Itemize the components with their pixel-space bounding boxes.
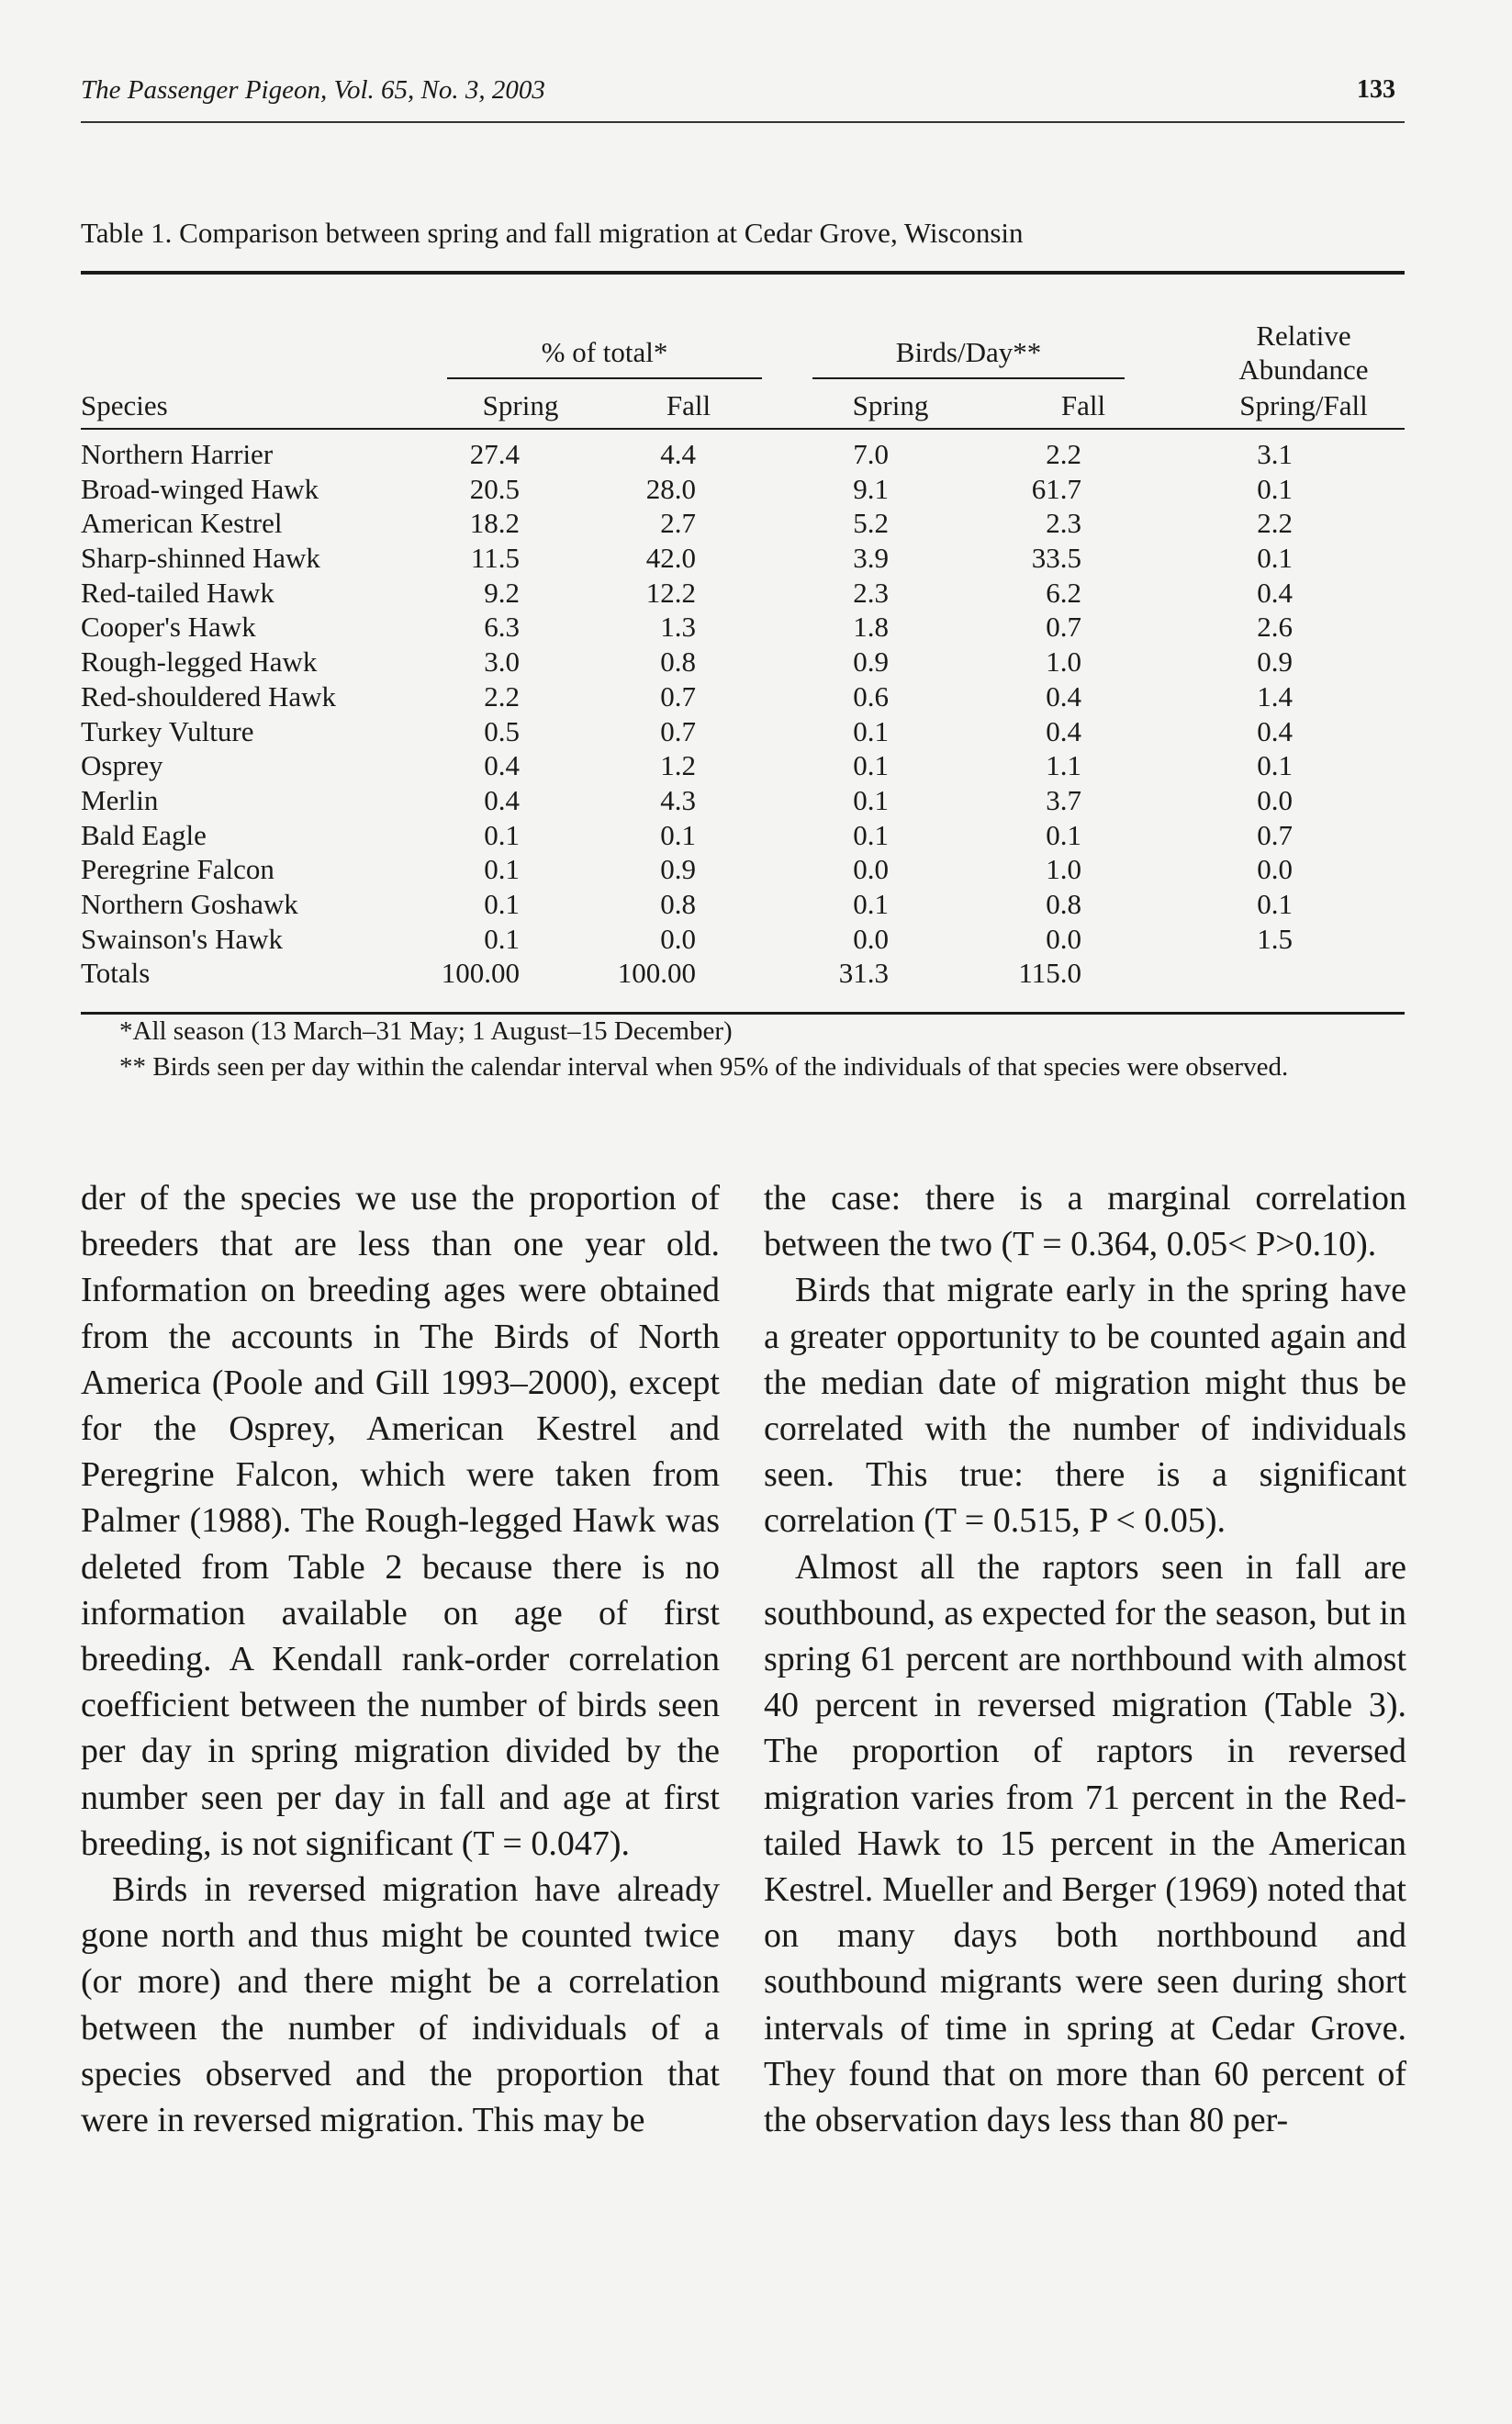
birdsday-group-rule — [812, 377, 1125, 379]
species-cell: Northern Harrier — [81, 438, 274, 470]
species-cell: Cooper's Hawk — [81, 611, 256, 644]
footnote-birds-per-day: ** Birds seen per day within the calendar interval when 95% of the individuals of that species were observed. — [119, 1052, 1289, 1082]
body-column-right — [764, 1175, 1406, 2143]
table-row — [81, 921, 1405, 956]
ratio-cell: 0.4 — [1257, 576, 1293, 609]
species-cell: Sharp-shinned Hawk — [81, 542, 320, 575]
species-cell: Northern Goshawk — [81, 887, 298, 920]
table-body — [81, 436, 1405, 990]
pct-spring-cell: 18.2 — [469, 507, 520, 540]
right-paragraph-1: the case: there is a marginal correlation between the two (T = 0.364, 0.05< P>0.10). — [764, 1179, 1406, 1264]
pct-spring-cell: 6.3 — [484, 611, 520, 644]
pct-fall-cell: 0.0 — [660, 922, 696, 955]
bd-spring-cell: 7.0 — [853, 438, 889, 470]
table-row — [81, 886, 1405, 921]
pct-fall-cell: 28.0 — [645, 472, 696, 505]
ratio-cell: 0.4 — [1257, 714, 1293, 747]
table-top-rule — [81, 271, 1405, 275]
table-footnotes — [81, 1014, 1405, 1085]
pct-fall-cell: 0.8 — [660, 887, 696, 920]
bd-spring-column-header: Spring — [852, 389, 929, 421]
bd-fall-cell: 0.4 — [1046, 714, 1081, 747]
header-rule — [81, 121, 1405, 123]
bd-fall-cell: 0.8 — [1046, 887, 1081, 920]
species-cell: Osprey — [81, 749, 163, 782]
pct-fall-cell: 0.1 — [660, 818, 696, 851]
bd-fall-cell: 2.3 — [1046, 507, 1081, 540]
birds-day-header: Birds/Day** — [895, 336, 1042, 368]
species-cell: Rough-legged Hawk — [81, 645, 318, 679]
species-cell: Peregrine Falcon — [81, 853, 274, 886]
table-row — [81, 713, 1405, 748]
pct-spring-cell: 11.5 — [470, 542, 520, 575]
pct-total-header: % of total* — [541, 336, 668, 368]
table-row — [81, 609, 1405, 644]
table-row — [81, 575, 1405, 610]
bd-fall-cell: 0.4 — [1046, 679, 1081, 713]
pct-fall-cell: 2.7 — [660, 507, 696, 540]
pct-spring-cell: 0.1 — [484, 922, 520, 955]
species-cell: Totals — [81, 957, 151, 990]
pct-spring-cell: 0.1 — [484, 818, 520, 851]
species-cell: Broad-winged Hawk — [81, 472, 319, 505]
table-row — [81, 471, 1405, 506]
bd-fall-cell: 0.1 — [1046, 818, 1081, 851]
right-paragraph-2: Birds that migrate early in the spring have a greater opportunity to be counted again and the median date of migration might thus be correlated with the number of individuals seen. This true: there is a significant correlation (T = 0.515, P < 0.05). — [764, 1271, 1406, 1541]
ratio-cell: 1.4 — [1257, 679, 1293, 713]
ratio-cell: 2.2 — [1257, 507, 1293, 540]
species-cell: American Kestrel — [81, 507, 283, 540]
ratio-cell: 0.0 — [1257, 853, 1293, 886]
bd-fall-cell: 6.2 — [1046, 576, 1081, 609]
bd-fall-cell: 1.0 — [1046, 645, 1081, 679]
species-cell: Turkey Vulture — [81, 714, 254, 747]
pct-fall-cell: 0.7 — [660, 714, 696, 747]
bd-fall-cell: 61.7 — [1031, 472, 1081, 505]
bd-spring-cell: 0.9 — [853, 645, 889, 679]
bd-spring-cell: 3.9 — [853, 542, 889, 575]
bd-fall-cell: 0.0 — [1046, 922, 1081, 955]
pct-fall-cell: 42.0 — [645, 542, 696, 575]
bd-fall-cell: 1.0 — [1046, 853, 1081, 886]
bd-spring-cell: 5.2 — [853, 507, 889, 540]
pct-spring-cell: 0.4 — [484, 749, 520, 782]
ratio-cell: 0.1 — [1257, 887, 1293, 920]
species-cell: Red-tailed Hawk — [81, 576, 274, 609]
species-cell: Red-shouldered Hawk — [81, 679, 337, 713]
relative-header-line3: Spring/Fall — [1239, 389, 1368, 421]
table-row — [81, 436, 1405, 471]
pct-spring-cell: 0.1 — [484, 887, 520, 920]
pct-spring-cell: 100.00 — [441, 957, 520, 990]
table-row — [81, 679, 1405, 713]
pct-spring-cell: 0.4 — [484, 783, 520, 816]
ratio-cell: 0.1 — [1257, 749, 1293, 782]
pct-spring-cell: 3.0 — [484, 645, 520, 679]
species-cell: Bald Eagle — [81, 818, 207, 851]
pct-fall-cell: 0.8 — [660, 645, 696, 679]
bd-fall-cell: 2.2 — [1046, 438, 1081, 470]
bd-fall-cell: 115.0 — [1018, 957, 1081, 990]
table-row — [81, 505, 1405, 540]
ratio-cell: 0.9 — [1257, 645, 1293, 679]
ratio-cell: 1.5 — [1257, 922, 1293, 955]
species-cell: Merlin — [81, 783, 159, 816]
pct-spring-cell: 27.4 — [469, 438, 520, 470]
pct-fall-cell: 1.3 — [660, 611, 696, 644]
relative-header-line1: Relative — [1256, 320, 1351, 352]
right-paragraph-3: Almost all the raptors seen in fall are southbound, as expected for the season, but in spring 61 percent are northbound with almost 40 percent in reversed migration (Table 3). The proportion of raptors in reversed migration varies from 71 percent in the Red- tailed Hawk to 15 percent in the American Kestrel. Mueller and Berger (1969) noted that on many days both northbound and southbound migrants were seen during short intervals of time in spring at Cedar Grove. They found that on more than 60 percent of the observation days less than 80 per- — [764, 1547, 1406, 2140]
bd-fall-cell: 33.5 — [1031, 542, 1081, 575]
left-paragraph-1: der of the species we use the proportion of breeders that are less than one year old. Information on breeding ages were obtained from the accounts in The Birds of North America (Poole and Gill 1993–2000), except for the Osprey, American Kestrel and Peregrine Falcon, which were taken from Palmer (1988). The Rough-legged Hawk was deleted from Table 2 because there is no information available on age of first breeding. A Kendall rank-order correlation coefficient between the number of birds seen per day in spring migration divided by the number seen per day in fall and age at first breeding, is not significant (T = 0.047). — [81, 1179, 720, 1863]
bd-fall-cell: 3.7 — [1046, 783, 1081, 816]
bd-spring-cell: 0.0 — [853, 922, 889, 955]
ratio-cell: 2.6 — [1257, 611, 1293, 644]
bd-spring-cell: 2.3 — [853, 576, 889, 609]
bd-fall-cell: 1.1 — [1046, 749, 1081, 782]
pct-fall-cell: 100.00 — [617, 957, 696, 990]
pct-fall-cell: 0.7 — [660, 679, 696, 713]
table-row — [81, 851, 1405, 886]
ratio-cell: 0.1 — [1257, 472, 1293, 505]
table-caption: Table 1. Comparison between spring and fall migration at Cedar Grove, Wisconsin — [81, 217, 1024, 249]
bd-spring-cell: 0.1 — [853, 714, 889, 747]
pct-spring-cell: 20.5 — [469, 472, 520, 505]
table-row — [81, 644, 1405, 679]
bd-spring-cell: 0.1 — [853, 749, 889, 782]
pct-spring-column-header: Spring — [482, 389, 559, 421]
table-row — [81, 540, 1405, 575]
species-cell: Swainson's Hawk — [81, 922, 283, 955]
pct-spring-cell: 0.5 — [484, 714, 520, 747]
page-number: 133 — [1357, 75, 1395, 104]
ratio-cell: 0.0 — [1257, 783, 1293, 816]
bd-spring-cell: 0.0 — [853, 853, 889, 886]
bd-spring-cell: 9.1 — [853, 472, 889, 505]
species-column-header: Species — [81, 389, 168, 421]
ratio-cell: 0.7 — [1257, 818, 1293, 851]
pct-spring-cell: 2.2 — [484, 679, 520, 713]
ratio-cell: 0.1 — [1257, 542, 1293, 575]
bd-spring-cell: 0.1 — [853, 887, 889, 920]
pct-fall-cell: 12.2 — [645, 576, 696, 609]
body-column-left — [81, 1175, 720, 2143]
pct-fall-column-header: Fall — [666, 389, 711, 421]
table-row — [81, 747, 1405, 782]
pct-fall-cell: 4.3 — [660, 783, 696, 816]
bd-spring-cell: 31.3 — [838, 957, 889, 990]
pct-fall-cell: 1.2 — [660, 749, 696, 782]
pct-spring-cell: 0.1 — [484, 853, 520, 886]
pct-fall-cell: 0.9 — [660, 853, 696, 886]
ratio-cell: 3.1 — [1257, 438, 1293, 470]
footnote-all-season: *All season (13 March–31 May; 1 August–15 December) — [119, 1016, 733, 1046]
bd-spring-cell: 0.1 — [853, 818, 889, 851]
table-row — [81, 817, 1405, 852]
table-row — [81, 782, 1405, 817]
pct-group-rule — [447, 377, 762, 379]
bd-spring-cell: 1.8 — [853, 611, 889, 644]
bd-spring-cell: 0.6 — [853, 679, 889, 713]
relative-header-line2: Abundance — [1238, 354, 1369, 386]
table-row — [81, 955, 1405, 990]
column-header-rule — [81, 428, 1405, 430]
bd-spring-cell: 0.1 — [853, 783, 889, 816]
pct-spring-cell: 9.2 — [484, 576, 520, 609]
bd-fall-cell: 0.7 — [1046, 611, 1081, 644]
pct-fall-cell: 4.4 — [660, 438, 696, 470]
bd-fall-column-header: Fall — [1060, 389, 1106, 421]
running-header: The Passenger Pigeon, Vol. 65, No. 3, 2003 — [81, 75, 545, 105]
left-paragraph-2: Birds in reversed migration have already gone north and thus might be counted twice (or more) and there might be a correlation between the number of individuals of a species observed and the proportion that were in reversed migration. This may be — [81, 1870, 720, 2140]
